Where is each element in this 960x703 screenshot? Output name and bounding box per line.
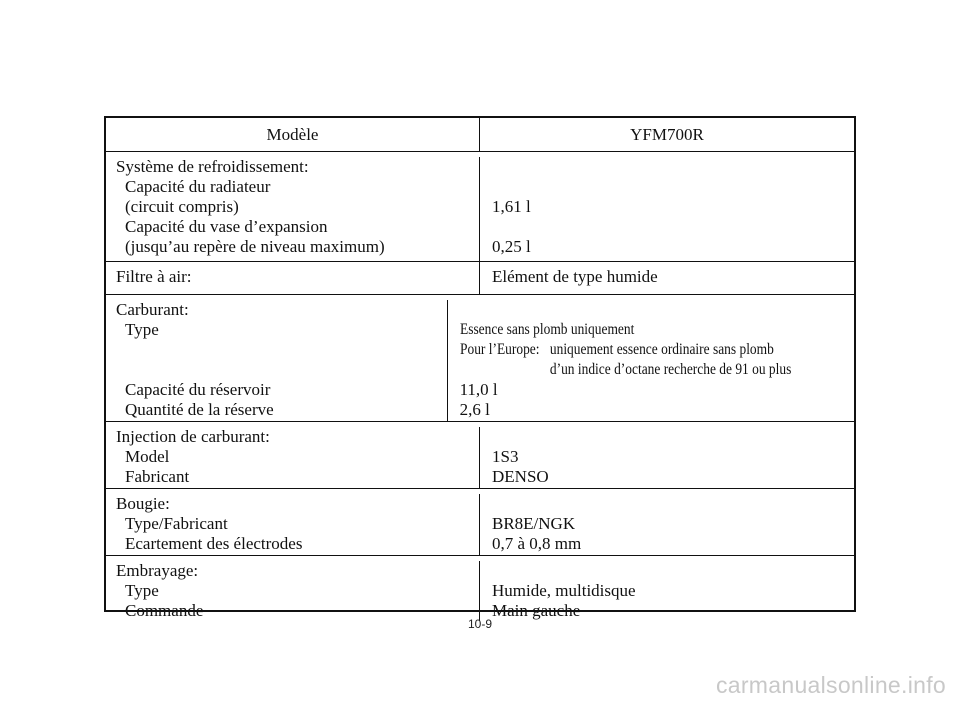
fuel-tank-label: Capacité du réservoir: [125, 380, 271, 399]
injection-maker-label: Fabricant: [125, 467, 190, 486]
air-filter-value: [480, 262, 854, 294]
air-filter-value-text: Elément de type humide: [492, 267, 658, 286]
tank-value: 0,25 l: [492, 237, 531, 256]
header-model-label: Modèle: [106, 118, 480, 151]
fuel-reserve-value: 2,6 l: [459, 400, 490, 419]
fuel-europe-prefix: Pour l’Europe:: [459, 341, 540, 358]
clutch-row: [106, 555, 854, 621]
cooling-row: [106, 151, 854, 261]
clutch-control-value: Main gauche: [492, 601, 581, 620]
air-filter-row: [106, 261, 854, 294]
fuel-values: [448, 300, 854, 421]
fuel-tank-value: 11,0 l: [459, 380, 498, 399]
cooling-values: [480, 157, 854, 261]
radiator-label-1: Capacité du radiateur: [125, 177, 271, 196]
injection-labels: [106, 427, 480, 488]
table-header-row: [106, 118, 854, 151]
fuel-labels: [106, 300, 448, 421]
cooling-labels: [106, 157, 480, 261]
injection-row: [106, 421, 854, 488]
clutch-type-label: Type: [125, 581, 159, 600]
spark-plug-gap-value: 0,7 à 0,8 mm: [492, 534, 582, 553]
fuel-europe-line-2: d’un indice d’octane recherche de 91 ou plus: [549, 361, 791, 378]
page-number: 10-9: [467, 617, 493, 631]
tank-label-1: Capacité du vase d’expansion: [125, 217, 328, 236]
spark-plug-gap-label: Ecartement des électrodes: [125, 534, 303, 553]
tank-label-2: (jusqu’au repère de niveau maximum): [125, 237, 385, 256]
radiator-value: 1,61 l: [492, 197, 531, 216]
fuel-reserve-label: Quantité de la réserve: [125, 400, 274, 419]
injection-values: [480, 427, 854, 488]
fuel-row: [106, 294, 854, 421]
fuel-type-value: Essence sans plomb uniquement: [459, 321, 634, 338]
clutch-title: Embrayage:: [116, 561, 199, 580]
header-model-value: YFM700R: [630, 124, 704, 144]
clutch-type-value: Humide, multidisque: [492, 581, 636, 600]
clutch-labels: [106, 561, 480, 621]
fuel-europe-text-1: uniquement essence ordinaire sans plomb: [549, 341, 774, 358]
injection-title: Injection de carburant:: [116, 427, 270, 446]
clutch-control-label: Commande: [125, 601, 204, 620]
cooling-title: Système de refroidissement:: [116, 157, 309, 176]
spark-plug-row: [106, 488, 854, 555]
spark-plug-type-label: Type/Fabricant: [125, 514, 228, 533]
injection-model-label: Model: [125, 447, 170, 466]
spark-plug-values: [480, 494, 854, 555]
radiator-label-2: (circuit compris): [125, 197, 239, 216]
spark-plug-title: Bougie:: [116, 494, 170, 513]
spec-table: [104, 116, 856, 620]
spark-plug-labels: [106, 494, 480, 555]
clutch-values: [480, 561, 854, 621]
watermark: carmanualsonline.info: [715, 672, 946, 698]
injection-model-value: 1S3: [492, 447, 519, 466]
fuel-europe-line-1: [460, 340, 791, 360]
spark-plug-type-value: BR8E/NGK: [492, 514, 576, 533]
air-filter-label: [106, 262, 480, 294]
fuel-title: Carburant:: [116, 300, 189, 319]
air-filter-label-text: Filtre à air:: [116, 267, 192, 286]
fuel-type-label: Type: [125, 320, 159, 339]
injection-maker-value: DENSO: [492, 467, 549, 486]
